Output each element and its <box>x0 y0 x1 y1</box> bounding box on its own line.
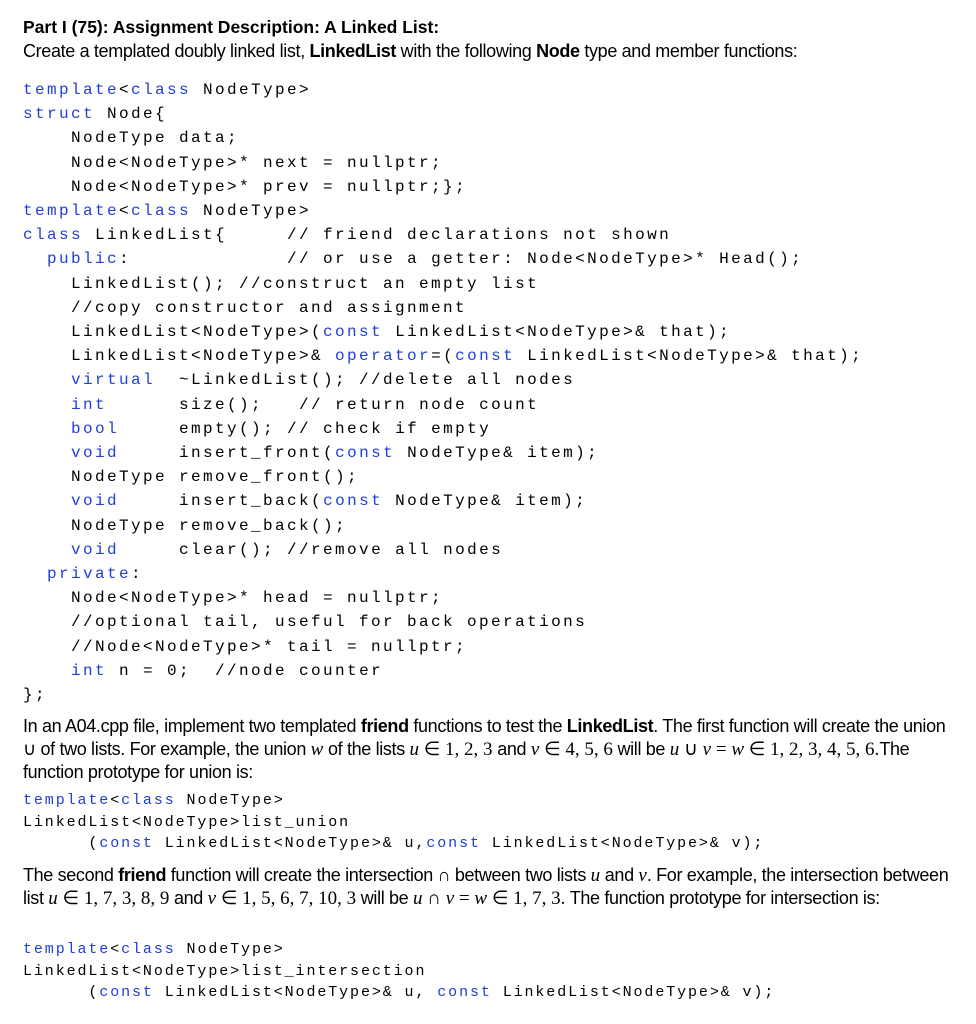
code-text <box>23 565 47 583</box>
text-run: functions to test the <box>408 716 567 736</box>
code-text: ( <box>23 984 100 1001</box>
code-line <box>23 368 863 392</box>
code-keyword: private <box>47 565 132 584</box>
code-text <box>23 444 71 462</box>
code-text: insert_front( <box>119 444 336 463</box>
math-expression: u <box>669 739 680 760</box>
code-text: LinkedList{ // friend declarations not shown <box>83 226 672 245</box>
code-line <box>23 514 863 538</box>
code-text: empty(); // check if empty <box>119 419 492 438</box>
bold-term: LinkedList <box>566 716 654 736</box>
code-text: NodeType> <box>175 941 285 958</box>
bold-term: friend <box>360 716 409 736</box>
code-line <box>23 199 863 223</box>
math-expression: u <box>590 865 601 886</box>
code-text: NodeType& item); <box>395 444 600 463</box>
code-keyword: class <box>131 202 192 221</box>
math-expression: w <box>731 739 744 760</box>
code-line <box>23 489 863 513</box>
text-run: . The first function will create the union ∪ of two lists. For example, the union <box>23 716 946 759</box>
code-line <box>23 610 863 634</box>
code-keyword: bool <box>71 419 120 438</box>
code-text: insert_back( <box>119 492 324 511</box>
code-text: Node{ <box>95 105 168 124</box>
code-line <box>23 939 775 961</box>
code-keyword: const <box>455 347 516 366</box>
code-block-union-prototype <box>23 790 764 855</box>
text-run: and <box>492 739 531 759</box>
code-keyword: int <box>71 661 108 680</box>
code-text: size(); // return node count <box>107 395 540 414</box>
code-keyword: template <box>23 81 120 99</box>
code-keyword: const <box>426 835 481 852</box>
code-keyword: const <box>99 835 154 852</box>
code-keyword: const <box>323 323 384 342</box>
bold-term: Node <box>536 41 580 61</box>
code-text: NodeType> <box>175 792 285 809</box>
code-text: =( <box>431 347 456 366</box>
code-text <box>23 541 71 559</box>
math-expression: w <box>474 888 488 909</box>
code-text: NodeType remove_back(); <box>23 516 348 535</box>
section-title: Part I (75): Assignment Description: A Linked List: <box>23 17 440 37</box>
code-line <box>23 344 863 368</box>
code-line <box>23 393 863 417</box>
math-expression: = <box>454 888 475 909</box>
math-expression: v <box>638 865 647 886</box>
code-line <box>23 175 863 199</box>
code-text: LinkedList<NodeType>list_union <box>23 813 351 831</box>
code-keyword: const <box>335 444 396 463</box>
code-text: NodeType> <box>191 81 312 99</box>
code-keyword: public <box>47 250 120 269</box>
code-text: LinkedList<NodeType>& that); <box>383 323 732 342</box>
code-text: NodeType remove_front(); <box>23 468 360 487</box>
code-line <box>23 683 863 707</box>
code-text: LinkedList(); //construct an empty list <box>23 274 540 293</box>
intro-paragraph <box>23 40 953 63</box>
code-keyword: template <box>23 792 111 809</box>
code-line <box>23 320 863 344</box>
text-run: The function prototype for intersection is: <box>565 888 880 908</box>
code-line <box>23 126 863 150</box>
text-run: In an A04.cpp file, implement two templated <box>23 716 361 736</box>
code-text: LinkedList<NodeType>& v); <box>491 984 776 1001</box>
code-text: Node<NodeType>* head = nullptr; <box>23 589 444 608</box>
code-line <box>23 982 775 1004</box>
union-paragraph <box>23 715 953 784</box>
math-expression: v <box>530 739 540 760</box>
math-expression: ∈ 1, 5, 6, 7, 10, 3 <box>216 888 357 909</box>
math-expression: u <box>48 888 58 909</box>
code-text: < <box>110 792 122 809</box>
code-keyword: template <box>23 941 111 958</box>
code-line <box>23 586 863 610</box>
code-block-class-definition <box>23 78 863 707</box>
code-line <box>23 247 863 271</box>
code-text: : <box>131 565 144 584</box>
code-keyword: virtual <box>71 371 156 390</box>
code-keyword: void <box>71 444 120 463</box>
code-line <box>23 151 863 175</box>
text-run: will be <box>612 739 670 759</box>
code-keyword: class <box>121 792 176 809</box>
code-text: : // or use a getter: Node<NodeType>* Head(); <box>119 250 804 269</box>
code-text: NodeType> <box>191 202 312 221</box>
code-keyword: class <box>23 226 84 245</box>
math-expression: u <box>409 739 419 760</box>
code-keyword: template <box>23 202 120 221</box>
code-text: clear(); //remove all nodes <box>119 540 504 559</box>
text-run: will be <box>356 888 413 908</box>
code-text <box>23 662 71 680</box>
code-text: //optional tail, useful for back operations <box>23 613 588 632</box>
code-keyword: void <box>71 492 120 511</box>
text-run: with the following <box>396 41 537 61</box>
text-run: . For example, the intersection between list <box>23 865 949 908</box>
code-line <box>23 465 863 489</box>
code-text: LinkedList<NodeType>( <box>23 323 324 342</box>
code-keyword: const <box>323 492 384 511</box>
code-line <box>23 790 764 812</box>
code-text: NodeType data; <box>23 129 240 148</box>
code-line <box>23 635 863 659</box>
code-text <box>23 420 71 438</box>
code-keyword: operator <box>335 347 432 366</box>
math-expression: u <box>413 888 423 909</box>
math-expression: ∈ 4, 5, 6 <box>539 739 613 760</box>
code-keyword: class <box>131 81 192 99</box>
code-keyword: const <box>99 984 154 1001</box>
code-line <box>23 272 863 296</box>
code-line <box>23 812 764 834</box>
code-line <box>23 833 764 855</box>
code-line <box>23 78 863 102</box>
code-block-intersection-prototype <box>23 939 775 1004</box>
code-line <box>23 223 863 247</box>
code-text: LinkedList<NodeType>& u, <box>153 984 438 1001</box>
code-line <box>23 538 863 562</box>
text-run: The function prototype for union is: <box>23 739 910 782</box>
text-run: and <box>600 865 639 885</box>
code-text <box>23 250 47 268</box>
math-expression: ∈ 1, 7, 3, 8, 9 <box>57 888 170 909</box>
code-text: LinkedList<NodeType>& <box>23 347 336 366</box>
code-text: NodeType& item); <box>383 492 588 511</box>
math-expression: v <box>702 739 712 760</box>
text-run: The second <box>23 865 119 885</box>
code-text: Node<NodeType>* prev = nullptr;}; <box>23 177 468 196</box>
text-run: of the lists <box>323 739 410 759</box>
code-line <box>23 562 863 586</box>
code-text: Node<NodeType>* next = nullptr; <box>23 153 444 172</box>
code-text: < <box>110 941 122 958</box>
code-text <box>23 371 71 389</box>
code-text: LinkedList<NodeType>list_intersection <box>23 962 427 980</box>
math-expression: ∩ <box>422 888 446 909</box>
code-text: ~LinkedList(); //delete all nodes <box>155 371 576 390</box>
code-line <box>23 417 863 441</box>
text-run: and <box>169 888 208 908</box>
code-keyword: class <box>121 941 176 958</box>
math-expression: ∪ <box>679 739 703 760</box>
code-line <box>23 441 863 465</box>
bold-term: friend <box>118 865 167 885</box>
code-line <box>23 296 863 320</box>
code-text: < <box>119 202 132 221</box>
code-keyword: struct <box>23 105 96 124</box>
math-expression: ∈ 1, 7, 3. <box>487 888 566 909</box>
code-text: ( <box>23 835 100 852</box>
text-run: function will create the intersection ∩ between two lists <box>166 865 591 885</box>
intersection-paragraph <box>23 864 953 910</box>
code-text: //copy constructor and assignment <box>23 298 468 317</box>
math-expression: v <box>207 888 217 909</box>
math-expression: = <box>711 739 732 760</box>
code-text <box>23 396 71 414</box>
math-expression: v <box>445 888 455 909</box>
math-expression: ∈ 1, 2, 3, 4, 5, 6. <box>744 739 880 760</box>
code-text: LinkedList<NodeType>& that); <box>515 347 864 366</box>
code-keyword: int <box>71 395 108 414</box>
code-text: }; <box>23 686 48 705</box>
code-line <box>23 659 863 683</box>
code-line <box>23 102 863 126</box>
code-keyword: const <box>437 984 492 1001</box>
code-text: LinkedList<NodeType>& v); <box>480 835 765 852</box>
code-text <box>23 492 71 510</box>
code-keyword: void <box>71 540 120 559</box>
math-expression: ∈ 1, 2, 3 <box>419 739 493 760</box>
text-run: Create a templated doubly linked list, <box>23 41 310 61</box>
code-line <box>23 961 775 983</box>
code-text: n = 0; //node counter <box>107 661 384 680</box>
code-text: //Node<NodeType>* tail = nullptr; <box>23 637 468 656</box>
bold-term: LinkedList <box>309 41 397 61</box>
math-expression: w <box>310 739 324 760</box>
code-text: < <box>119 81 132 99</box>
code-text: LinkedList<NodeType>& u, <box>153 835 427 852</box>
text-run: type and member functions: <box>579 41 798 61</box>
